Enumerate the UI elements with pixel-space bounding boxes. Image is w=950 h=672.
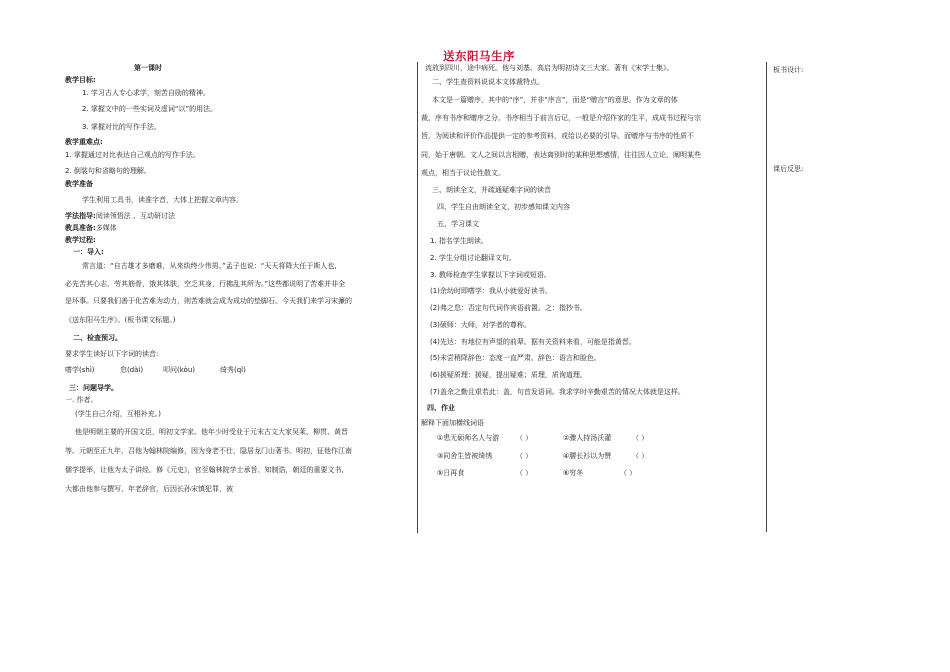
homework-heading: 四、作业 bbox=[427, 404, 455, 412]
answer-blank: （ ） bbox=[632, 434, 649, 442]
key-point-item: 2. 倒装句和省略句的理解。 bbox=[65, 167, 151, 175]
lesson-heading: 第一课时 bbox=[134, 64, 162, 72]
term-item: (5)未尝稍降辞色：态度一直严肃。辞色：语言和脸色。 bbox=[430, 354, 601, 362]
step-item: 2. 学生分组讨论翻译文句。 bbox=[430, 254, 516, 262]
genre-text-line: 旨，为阅读和评价作品提供一定的参考资料，或给以必要的引导。而赠序与书序的性质不 bbox=[421, 132, 694, 140]
key-points-heading: 教学重难点: bbox=[65, 138, 103, 146]
author-text-line: 儒学提举，让他为太子讲经。修《元史》，官至翰林院学士承旨、知制诰，朝廷的重要文书, bbox=[65, 466, 344, 474]
answer-blank: （ ） bbox=[620, 469, 637, 477]
intro-line: 《送东阳马生序》。(板书课文标题。) bbox=[65, 316, 176, 324]
author-text-line: 他是明朝主要的开国文臣，明初文学家。他年少时受业于元末古文大家吴莱、柳贯、黄晋 bbox=[75, 428, 348, 436]
pronunciation-word: 怠(dài) bbox=[120, 366, 144, 374]
author-note: (学生自己介绍，互相补充。) bbox=[75, 410, 161, 418]
intro-line: 必先苦其心志，劳其筋骨，饿其体肤，空乏其身，行拂乱其所为。”这些都说明了苦难并非全 bbox=[65, 280, 346, 288]
author-text-continued: 流放到四川，途中病死。他与刘基、高启为明初诗文三大家。著有《宋学士集》。 bbox=[425, 64, 674, 72]
step-item: 1. 指名学生朗读。 bbox=[430, 237, 488, 245]
term-item: (6)援疑质理：援疑，提出疑难；质理，质询道理。 bbox=[430, 371, 587, 379]
term-item: (1)余幼时即嗜学：我从小就爱好读书。 bbox=[430, 287, 552, 295]
goal-item: 3. 掌握对比的写作手法。 bbox=[82, 123, 161, 131]
intro-heading: 一：导入: bbox=[73, 248, 104, 256]
answer-blank: （ ） bbox=[516, 452, 533, 460]
problem-heading: 三：问题导学。 bbox=[69, 384, 118, 392]
process-heading: 教学过程: bbox=[65, 236, 96, 244]
preparation-text: 学生利用工具书，读准字音，大体上把握文章内容。 bbox=[82, 196, 243, 204]
term-item: (2)弗之怠：否定句代词作宾语前置。之：指抄书。 bbox=[430, 304, 587, 312]
homework-requirement: 解释下面加横线词语 bbox=[421, 419, 484, 427]
pronunciation-word: 叩问(kòu) bbox=[163, 366, 195, 374]
method-guide-label: 学法指导: bbox=[65, 212, 96, 220]
method-guide-value: 阅读领悟法 、互动研讨法 bbox=[95, 212, 176, 220]
term-item: (7)盖余之勤且艰若此：盖，句首发语词。我求学时辛勤艰苦的情况大体就是这样。 bbox=[430, 388, 685, 396]
answer-blank: （ ） bbox=[632, 452, 649, 460]
goal-item: 2. 掌握文中的一些实词及虚词“以”的用法。 bbox=[82, 105, 218, 113]
free-reading-heading: 四、学生自由朗读全文，初步感知课文内容 bbox=[437, 203, 570, 211]
goals-heading: 教学目标: bbox=[65, 76, 96, 84]
board-design-label: 板书设计: bbox=[773, 66, 804, 74]
author-heading: 一. 作者。 bbox=[65, 396, 98, 404]
answer-blank: （ ） bbox=[516, 469, 533, 477]
intro-line: 常言道：“自古雄才多磨难，从来纨绔少伟男。”孟子也说：“天天将降大任于斯人也, bbox=[82, 262, 337, 270]
study-heading: 五、学习课文 bbox=[437, 220, 479, 228]
genre-text-line: 裁，序有书序和赠序之分。书序相当于前言后记，一般是介绍作家的生平，成成书过程与宗 bbox=[421, 114, 701, 122]
page-title: 送东阳马生序 bbox=[443, 49, 515, 63]
reading-heading: 三、朗读全文，并疏通疑难字词的读音 bbox=[432, 186, 551, 194]
teaching-tools-label: 教具准备: bbox=[65, 224, 96, 232]
teaching-tools-value: 多媒体 bbox=[95, 224, 117, 232]
homework-question: ②骤人持汤沃灌 bbox=[563, 434, 612, 442]
pronunciation-word: 绮秀(qǐ) bbox=[220, 366, 246, 374]
answer-blank: （ ） bbox=[516, 434, 533, 442]
homework-question: ⑥穷冬 bbox=[563, 469, 584, 477]
author-text-line: 等。元朝至正九年，召他为翰林院编修，因为身老不仕，隐居龙门山著书。明初，征他作江南 bbox=[65, 447, 352, 455]
reflection-label: 课后反思: bbox=[773, 165, 804, 173]
key-point-item: 1. 掌握通过对比表达自己观点的写作手法。 bbox=[65, 151, 200, 159]
homework-question: ①患无硕师名人与游 bbox=[437, 434, 500, 442]
homework-question: ③同舍生皆被绮绣 bbox=[437, 452, 493, 460]
genre-text-line: 本文是一篇赠序，其中的“序”，并非“序言”，而是“赠言”的意思。作为文章的体 bbox=[432, 96, 678, 104]
genre-heading: 二、学生查资料说说本文体裁特点。 bbox=[432, 78, 544, 86]
homework-question: ④腰长衫以为赞 bbox=[563, 452, 612, 460]
term-item: (4)先达：有地位有声望的前辈。据有关资料来看，可能是指黄晋。 bbox=[430, 338, 636, 346]
goal-item: 1. 学习古人专心求学，刻苦自励的精神。 bbox=[82, 89, 210, 97]
term-item: (3)硕师：大师，对学者的尊称。 bbox=[430, 321, 531, 329]
homework-question: ⑤日再食 bbox=[437, 469, 465, 477]
pronunciation-word: 嗜学(shì) bbox=[65, 366, 95, 374]
genre-text-line: 同，始于唐朝。文人之间以言相赠，表达离别时的某种思想感情，往往因人立论，阐明某些 bbox=[421, 151, 701, 159]
check-requirement: 要求学生读好以下字词的读音: bbox=[65, 350, 159, 358]
check-heading: 二、检查预习。 bbox=[73, 334, 122, 342]
preparation-heading: 教学准备 bbox=[65, 180, 93, 188]
author-text-line: 大都由他参与撰写，年老辞官，后因长孙宋慎犯罪，被 bbox=[65, 485, 233, 493]
intro-line: 是坏事。只要我们善于化苦难为动力，则苦难就会成为成功的垫脚石。今天我们来学习宋濂的 bbox=[65, 297, 352, 305]
step-item: 3. 教师检查学生掌握以下字词或短语。 bbox=[430, 271, 551, 279]
column-divider-right bbox=[766, 62, 767, 532]
genre-text-line: 观点，相当于议论性散文。 bbox=[421, 169, 505, 177]
